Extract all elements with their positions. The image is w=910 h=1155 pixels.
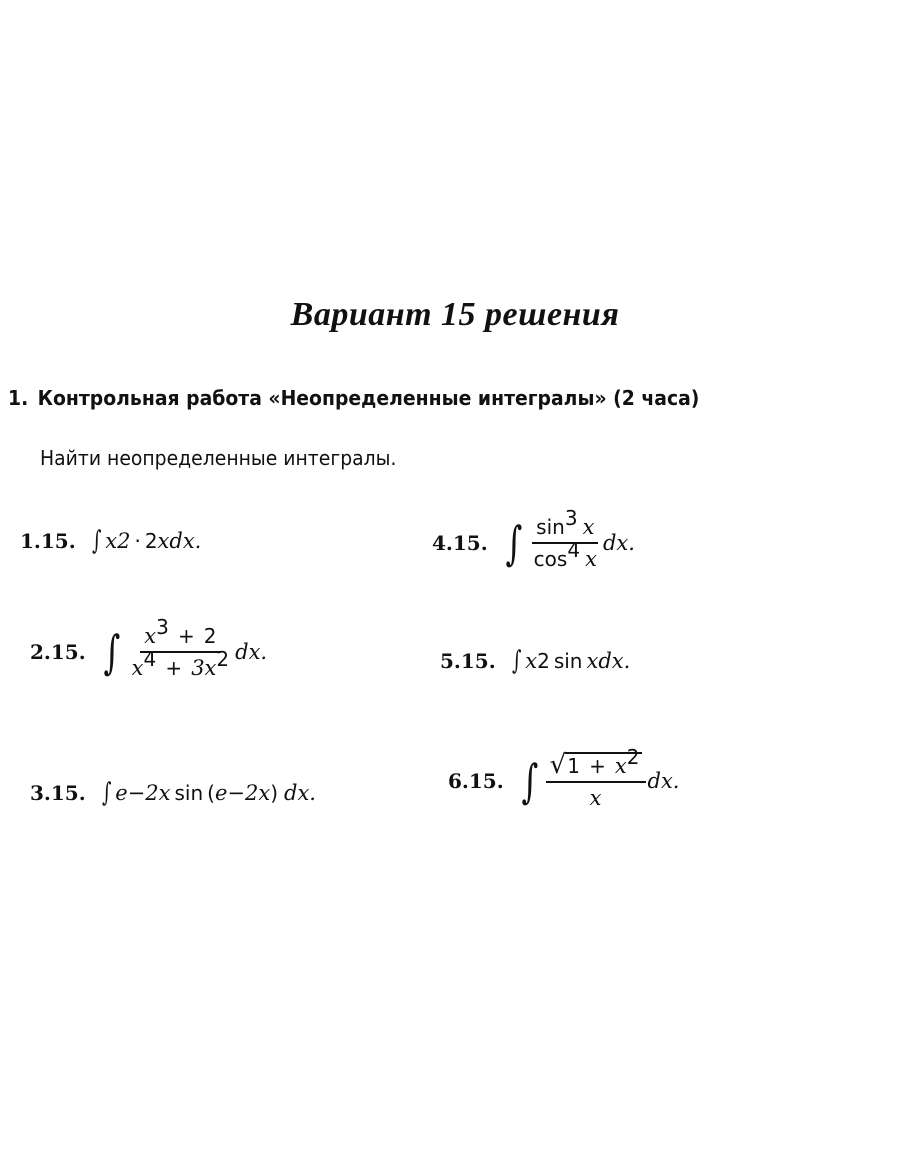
problem-label: 4.15. xyxy=(432,531,488,555)
problem-6-15 xyxy=(448,745,680,810)
exponent: 2 xyxy=(216,647,230,671)
variable-x: x xyxy=(144,624,157,648)
problem-label: 1.15. xyxy=(20,529,76,553)
task-instruction: Найти неопределенные интегралы. xyxy=(40,446,397,470)
plus-sign: + xyxy=(589,754,606,778)
integral-sign: ∫ xyxy=(91,526,102,556)
sqrt-icon: √ xyxy=(549,750,567,780)
differential: dx. xyxy=(284,781,316,805)
variable-x: x xyxy=(131,656,144,680)
plus-sign: + xyxy=(177,624,195,648)
sin-function: sin xyxy=(536,515,565,539)
problem-1-15: 1.15. ∫ x 2 · 2 x dx. xyxy=(20,526,202,556)
integral-sign: ∫ xyxy=(103,625,121,679)
number-two: 2 xyxy=(203,624,217,648)
variable-x: x xyxy=(614,754,627,778)
variable-x: x xyxy=(585,547,597,571)
differential: dx. xyxy=(235,640,268,664)
number-two: 2 xyxy=(144,529,158,553)
right-paren: ) xyxy=(270,781,279,805)
section-number: 1. xyxy=(8,386,29,410)
page-title: Вариант 15 решения xyxy=(290,296,620,333)
problem-label: 5.15. xyxy=(440,649,496,673)
problem-5-15: 5.15. ∫ x 2 sin x dx. xyxy=(440,646,631,676)
fraction-denominator xyxy=(586,783,606,810)
problem-2-15 xyxy=(30,615,268,680)
exp-base: e xyxy=(115,781,128,805)
exponent: 2 xyxy=(626,745,640,769)
cos-function: cos xyxy=(533,547,568,571)
sin-function: sin xyxy=(553,649,583,673)
problem-3-15: 3.15. ∫ e −2x sin ( e −2x ) dx. xyxy=(30,778,316,808)
problem-label: 2.15. xyxy=(30,640,86,664)
left-paren: ( xyxy=(207,781,215,805)
fraction-numerator xyxy=(546,745,646,783)
section-heading xyxy=(8,386,699,410)
sqrt-radicand xyxy=(565,745,641,778)
differential: dx. xyxy=(598,649,631,673)
problem-label: 3.15. xyxy=(30,781,86,805)
sin-function: sin xyxy=(174,781,204,805)
fraction xyxy=(128,615,233,680)
variable-x: x xyxy=(589,786,602,810)
fraction xyxy=(530,506,601,571)
square-root xyxy=(549,745,642,780)
fraction-denominator xyxy=(128,647,233,680)
multiply-dot: · xyxy=(134,529,141,553)
exponent: 4 xyxy=(567,538,581,562)
exponent: 3 xyxy=(156,615,169,639)
fraction-numerator xyxy=(532,506,598,544)
fraction-denominator xyxy=(530,538,601,571)
differential: dx. xyxy=(169,529,202,553)
differential: dx. xyxy=(647,769,680,793)
problem-label: 6.15. xyxy=(448,769,504,793)
integral-sign: ∫ xyxy=(511,646,522,676)
variable-x: x xyxy=(105,529,118,553)
exponent: 4 xyxy=(143,647,157,671)
variable-x: x xyxy=(582,515,595,539)
differential: dx. xyxy=(602,531,635,555)
integral-sign: ∫ xyxy=(505,516,523,570)
integral-sign: ∫ xyxy=(101,778,112,808)
integral-sign: ∫ xyxy=(521,754,539,808)
section-heading-text: Контрольная работа «Неопределенные интегралы» (2 часа) xyxy=(37,386,700,410)
number-one: 1 xyxy=(567,754,580,778)
term-3x: 3x xyxy=(191,656,217,680)
variable-x: x xyxy=(525,649,538,673)
fraction xyxy=(546,745,646,810)
problem-4-15 xyxy=(432,506,635,571)
exp-base: e xyxy=(214,781,228,805)
exponent: 3 xyxy=(564,506,578,530)
variable-x: x xyxy=(586,649,599,673)
plus-sign: + xyxy=(165,656,183,680)
